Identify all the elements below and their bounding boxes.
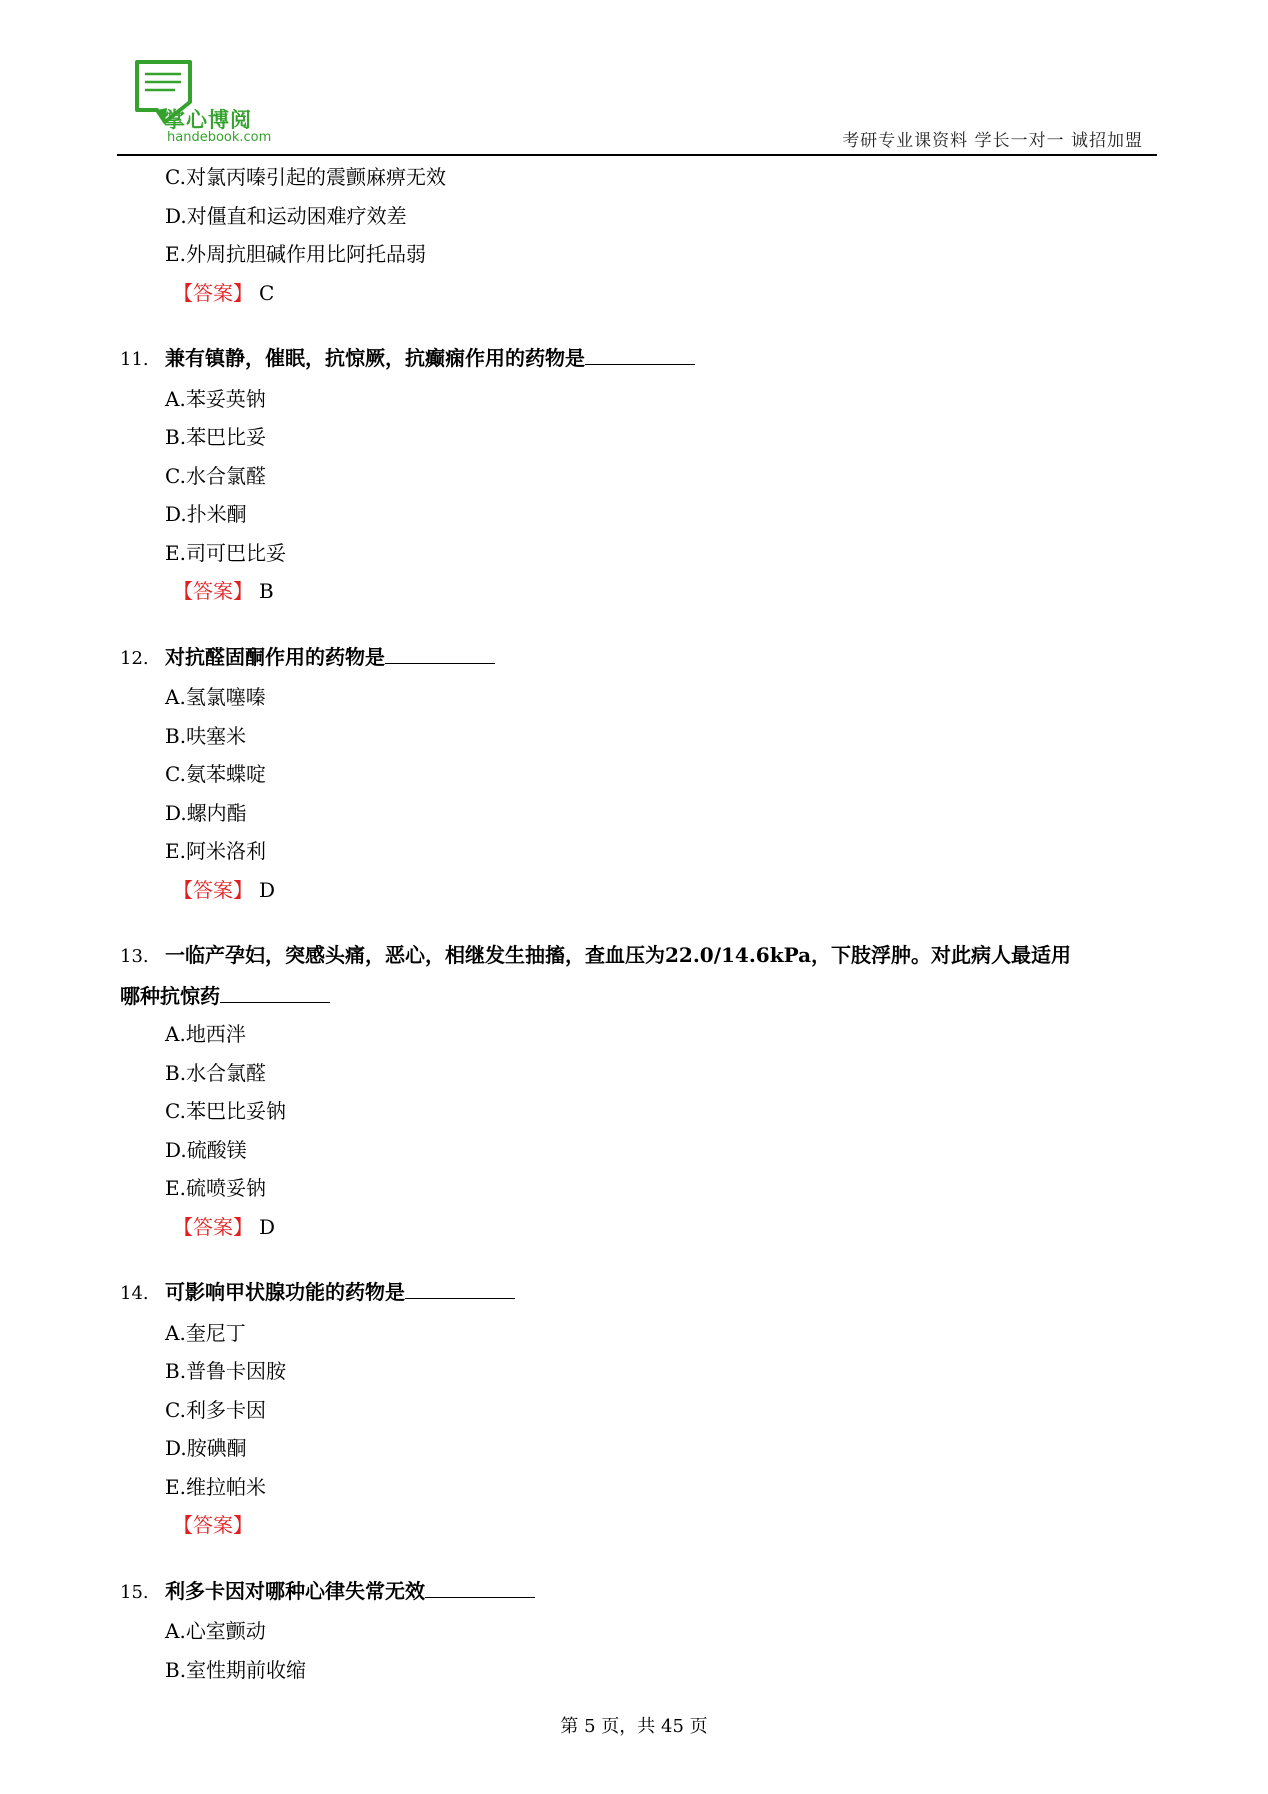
option-e: E.维拉帕米 [165,1474,266,1499]
option-b: B.普鲁卡因胺 [165,1359,287,1383]
option-c: C.利多卡因 [165,1397,266,1422]
option-e: E.外周抗胆碱作用比阿托品弱 [165,242,426,266]
answer: 【答案】 [173,1513,253,1537]
header-tagline: 考研专业课资料 学长一对一 诚招加盟 [842,131,1143,151]
option-c: C.对氯丙嗪引起的震颤麻痹无效 [165,165,446,189]
logo-text: 掌心博阅 [164,108,252,132]
page-header [117,60,1157,157]
option-e: E.阿米洛利 [165,839,266,863]
question-13 [120,936,1160,1246]
answer-blank [405,1276,515,1299]
answer: 【答案】 D [173,877,276,902]
option-a: A.氢氯噻嗪 [165,685,266,709]
option-b: B.呋塞米 [165,723,247,748]
question-stem: 15. 利多卡因对哪种心律失常无效 [120,1572,1160,1613]
question-stem: 13. 一临产孕妇，突感头痛，恶心，相继发生抽搐，查血压为22.0/14.6kPa，下肢浮肿。对此病人最适用 [120,943,1072,967]
answer-blank [425,1575,535,1598]
answer: 【答案】 C [173,280,275,305]
option-a: A.地西泮 [165,1022,246,1046]
option-e: E.司可巴比妥 [165,540,286,565]
header-divider [117,154,1157,156]
question-stem: 12. 对抗醛固酮作用的药物是 [120,638,1160,679]
option-d: D.胺碘酮 [165,1436,247,1460]
option-d: D.扑米酮 [165,502,247,526]
answer-blank [220,980,330,1003]
question-14 [120,1273,1160,1545]
option-d: D.硫酸镁 [165,1137,247,1162]
option-b: B.水合氯醛 [165,1060,267,1085]
option-d: D.螺内酯 [165,800,247,825]
question-stem-continued: 哪种抗惊药 [120,977,1160,1016]
option-e: E.硫喷妥钠 [165,1176,266,1200]
option-a: A.苯妥英钠 [165,386,266,411]
document-body [120,158,1160,1689]
option-b: B.苯巴比妥 [165,425,267,449]
answer-blank [585,342,695,365]
question-stem: 11. 兼有镇静，催眠，抗惊厥，抗癫痫作用的药物是 [120,339,1160,380]
question-15 [120,1572,1160,1690]
answer: 【答案】 B [173,579,274,603]
option-c: C.水合氯醛 [165,463,266,488]
option-c: C.苯巴比妥钠 [165,1099,286,1123]
option-b: B.室性期前收缩 [165,1657,307,1682]
question-11 [120,339,1160,611]
question-12 [120,638,1160,910]
page-indicator: 第 5 页，共 45 页 [560,1716,708,1737]
page-footer [0,1712,1268,1738]
option-a: A.奎尼丁 [165,1320,246,1345]
logo-url: handebook.com [167,130,272,145]
option-a: A.心室颤动 [165,1619,266,1643]
answer-blank [385,641,495,664]
option-d: D.对僵直和运动困难疗效差 [165,203,407,228]
question-10-continued [120,158,1160,312]
option-c: C.氨苯蝶啶 [165,762,266,786]
answer: 【答案】 D [173,1214,276,1239]
question-stem: 14. 可影响甲状腺功能的药物是 [120,1273,1160,1314]
